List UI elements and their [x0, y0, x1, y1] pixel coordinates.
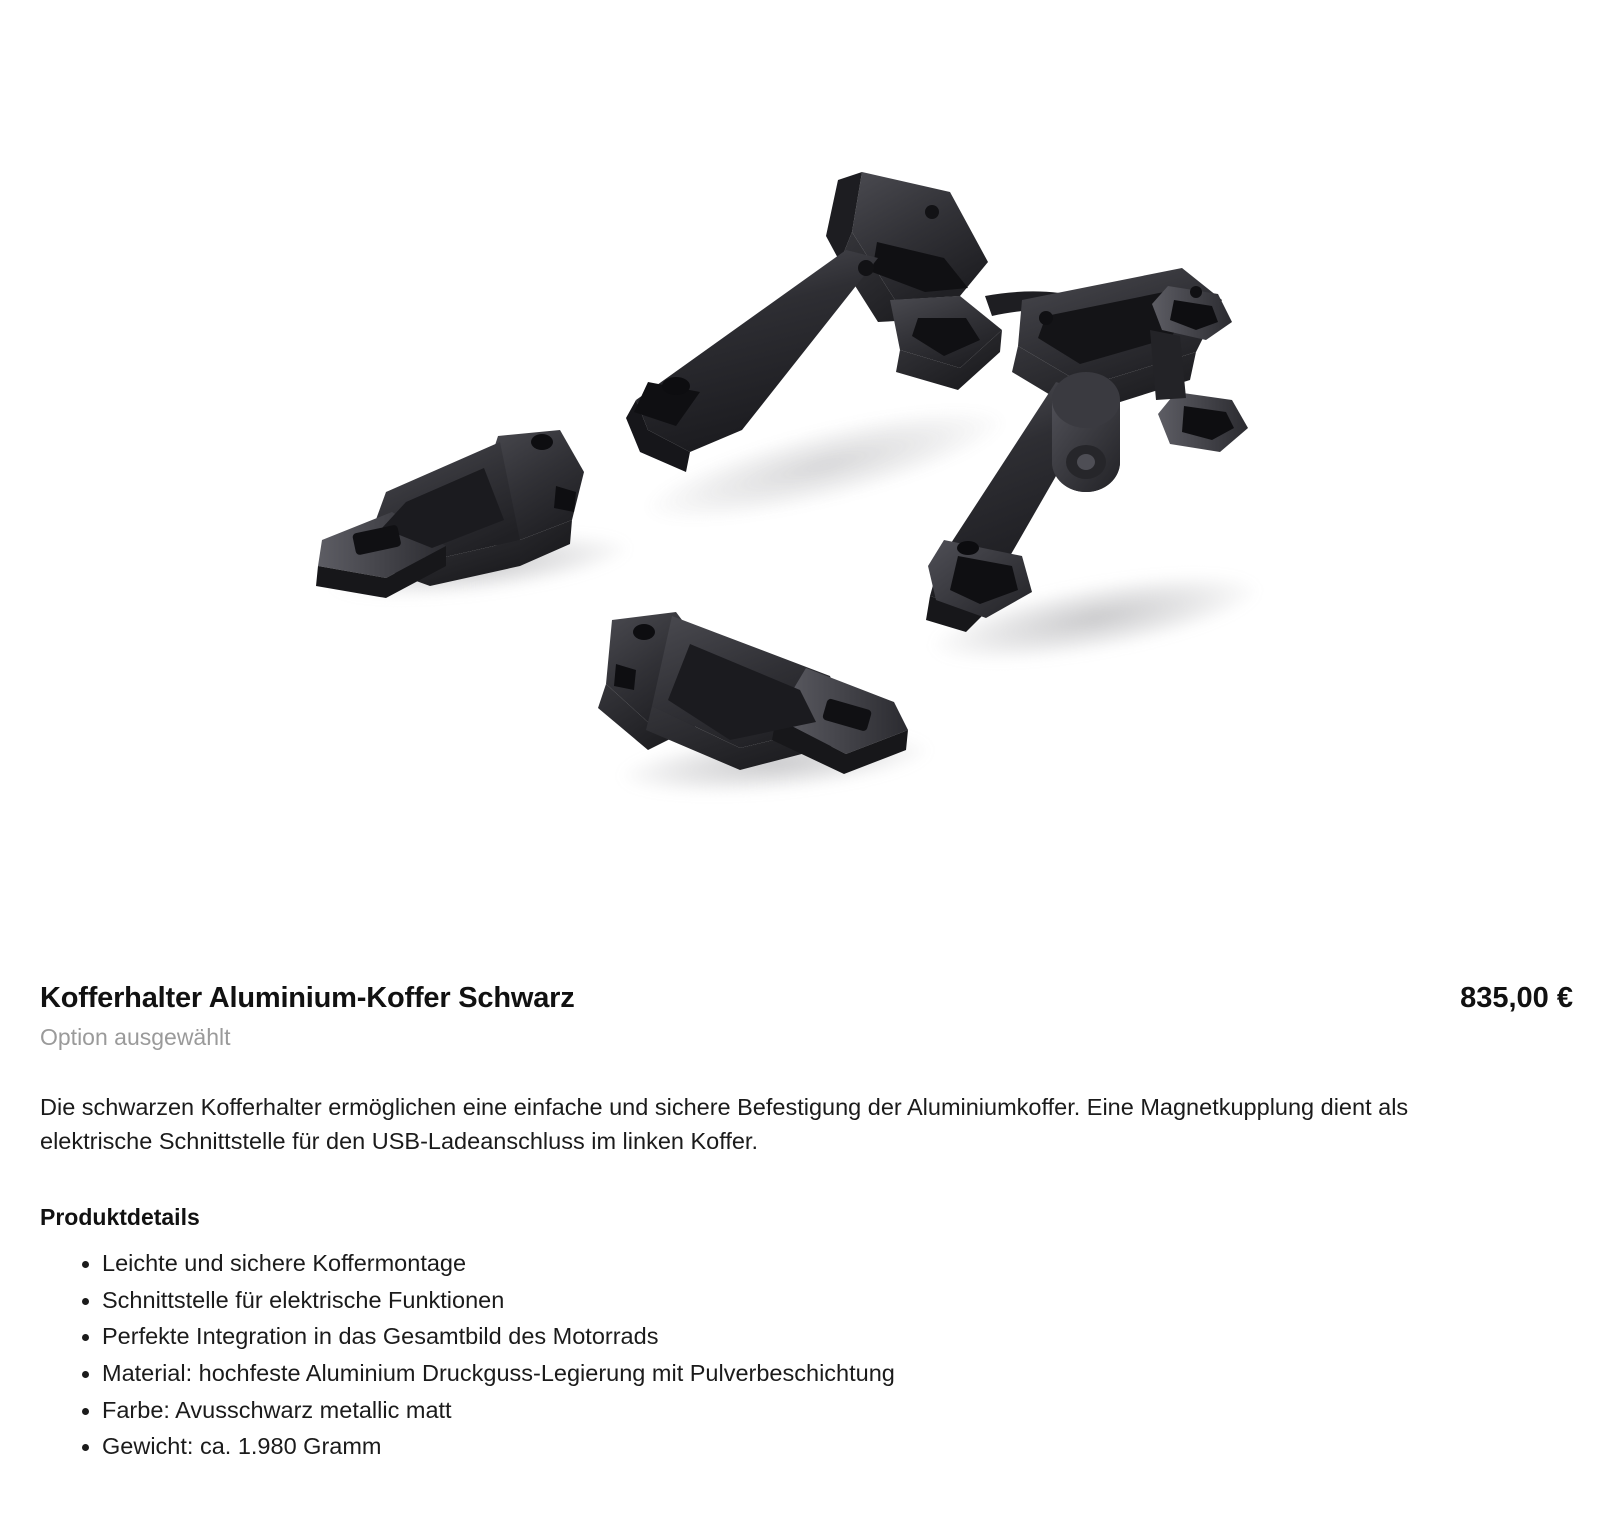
list-item: • Leichte und sichere Koffermontage — [102, 1245, 1573, 1282]
magnet-coupling — [1052, 372, 1120, 492]
list-item: • Perfekte Integration in das Gesamtbild des Motorrads — [102, 1318, 1573, 1355]
status-badge: Option ausgewählt — [40, 1024, 231, 1051]
list-item: • Farbe: Avusschwarz metallic matt — [102, 1392, 1573, 1429]
product-price: 835,00 € — [1460, 982, 1573, 1014]
list-item: • Material: hochfeste Aluminium Druckguss-Legierung mit Pulverbeschichtung — [102, 1355, 1573, 1392]
product-details-list — [40, 1245, 1573, 1465]
page-title: Kofferhalter Aluminium-Koffer Schwarz — [40, 982, 575, 1014]
bracket-front-right — [598, 612, 908, 774]
product-info — [0, 982, 1613, 1465]
list-item: • Gewicht: ca. 1.980 Gramm — [102, 1428, 1573, 1465]
bracket-front-left — [316, 430, 584, 598]
list-item: • Schnittstelle für elektrische Funktionen — [102, 1282, 1573, 1319]
product-description: Die schwarzen Kofferhalter ermöglichen eine einfache und sichere Befestigung der Aluminiumkoffer. Eine Magnetkupplung dient als elektrische Schnittstelle für den USB-Ladeanschluss im linken Koffer. — [40, 1093, 1409, 1154]
product-details-heading: Produktdetails — [40, 1204, 200, 1231]
title-price-row — [40, 982, 1573, 1015]
